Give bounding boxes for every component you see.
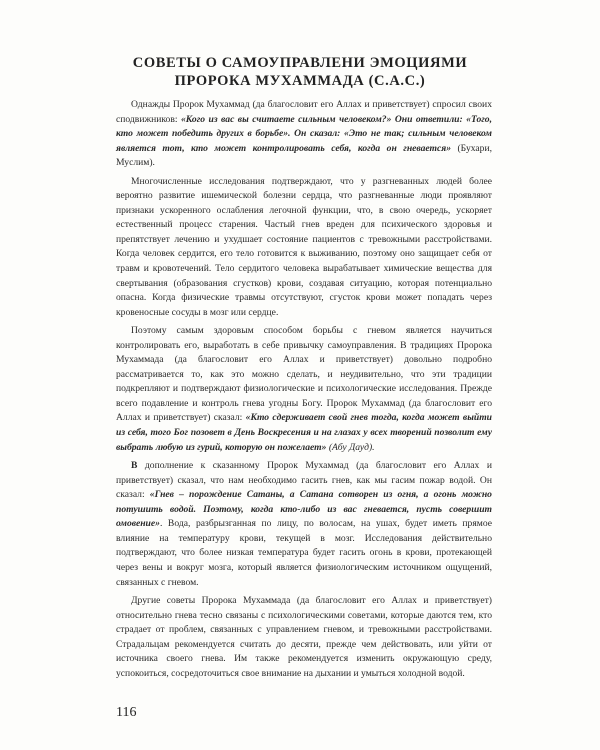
quotation: «Гнев – порождение Сатаны, а Сатана сотворен из огня, а огонь можно потушить водой. Поэтому, когда кто-либо из вас гневается, пусть совершит омовение» (116, 489, 492, 530)
paragraph (116, 594, 492, 681)
text-run: Другие советы Пророка Мухаммада (да благословит его Аллах и приветствует) относительно гнева тесно связаны с психологическими советами, которые даются тем, кто страдает от проблем, связанных с управлением гневом, и тревожными расстройствами. Страдальцам рекомендуется считать до десяти, прежде чем действовать, или уйти от источника своего гнева. Им также рекомендуется изменить окружающую среду, успокоиться, сосредоточиться свое внимание на дыхании и умыться холодной водой. (116, 595, 492, 679)
chapter-title-line-1: СОВЕТЫ О САМОУПРАВЛЕНИ ЭМОЦИЯМИ (132, 55, 468, 71)
text-run: Многочисленные исследования подтверждают, что у разгневанных людей более вероятно развитие ишемической болезни сердца, что разгневанные люди проявляют признаки ускоренного ослабления легочной функции, что, в свою очередь, ускоряет естественный процесс старения. Частый гнев вреден для психического здоровья и препятствует лечению и ухудшает состояние пациентов с тревожными расстройствами. Когда человек сердится, его тело готовится к выживанию, поэтому оно защищает себя от травм и кровотечений. Тело сердитого человека вырабатывает химические вещества для свертывания (образования сгустков) крови, создавая ситуацию, которая потенциально опасна. Когда физические травмы отсутствуют, сгусток крови может попадать через кровеносные сосуды в мозг или сердце. (116, 175, 492, 318)
chapter-title-line-2: ПРОРОКА МУХАММАДА (С.А.С.) (174, 73, 426, 89)
page-number: 116 (116, 705, 137, 720)
body-text (116, 98, 492, 681)
chapter-title (0, 54, 600, 90)
quotation: «Кто сдерживает свой гнев тогда, когда может выйти из себя, того Бог позовет в День Воскресения и на глазах у всех творений позволит ему выбрать любую из гурий, которую он пожелает» (116, 412, 493, 453)
paragraph (116, 459, 492, 590)
text-run: дополнение к сказанному Пророк Мухаммад (да благословит его Аллах и приветствует) сказал, что нам необходимо гасить гнев, как мы гасим пожар водой. Он сказал: (116, 460, 492, 501)
emphasis: В (131, 460, 138, 472)
quotation: «Кого из вас вы считаете сильным человеком?» Они ответили: «Того, кто может победить других в борьбе». Он сказал: «Это не так; сильным человеком является тот, кто может контролировать себя, когда он гневается» (116, 113, 492, 154)
paragraph (116, 175, 492, 320)
emphasis: (Абу Дауд). (326, 441, 375, 453)
text-run: Поэтому самым здоровым способом борьбы с гневом является научиться контролировать его, выработать в себе привычку самоуправления. В традициях Пророка Мухаммада (да благословит его Аллах и приветствует) довольно подробно рассматривается то, как это можно сделать, и неудивительно, что эти традиции подкрепляют и подтверждают физиологические и психологические исследования. Прежде всего подавление и контроль гнева угодны Богу. Пророк Мухаммад (да благословит его Аллах и приветствует) сказал: (116, 325, 492, 424)
paragraph (116, 98, 492, 171)
text-run: (Бухари, Муслим). (116, 142, 493, 169)
text-run: . Вода, разбрызганная по лицу, по волосам, на ушах, будет иметь прямое влияние на температуру крови, текущей в мозг. Исследования действительно подтверждают, что более низкая температура будет гасить огонь в крови, протекающей через вены и вокруг мозга, который является физиологическим источником ощущений, связанных с гневом. (116, 518, 492, 588)
text-run: Однажды Пророк Мухаммад (да благословит его Аллах и приветствует) спросил своих сподвижников: (116, 99, 492, 125)
paragraph (116, 324, 492, 455)
